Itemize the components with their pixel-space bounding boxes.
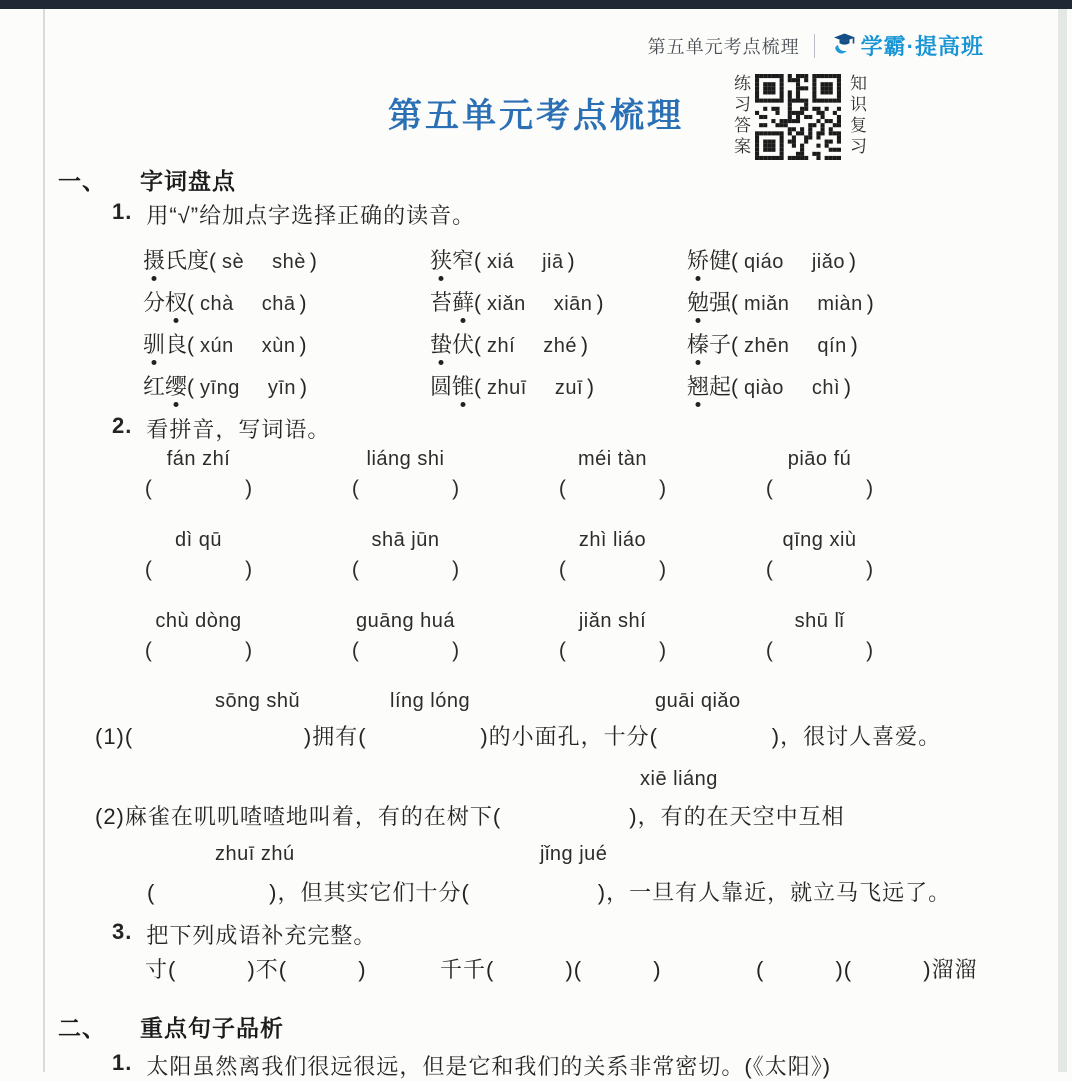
dotted-character: 杈 [165, 286, 187, 317]
question3-prompt [112, 919, 376, 950]
paren-close: ) [309, 249, 317, 273]
paren-close: ) [866, 291, 874, 315]
dotted-word: 狭窄 [430, 248, 474, 273]
answer-blank: ( ) [558, 477, 667, 500]
dotted-word: 矫健 [687, 248, 731, 273]
question1-prompt [112, 199, 475, 230]
pinyin-option-2: chā [261, 292, 296, 315]
paren-open: ( [731, 249, 739, 273]
dotted-word: 红缨 [143, 374, 187, 399]
dotted-word: 翘起 [687, 374, 731, 399]
dotted-word: 勉强 [687, 290, 731, 315]
graduation-cap-icon [829, 28, 859, 63]
pinyin-write-row [95, 448, 975, 501]
pinyin-option-2: zhé [543, 334, 577, 357]
pinyin-label: zhuī zhú [215, 843, 295, 865]
dotted-word: 圆锥 [430, 374, 474, 399]
pinyin-write-cell [716, 448, 923, 501]
pinyin-label: líng lóng [390, 690, 471, 712]
pinyin-choice-item [430, 328, 687, 359]
pinyin-choice-item [687, 286, 987, 317]
question1-number: 1. [112, 199, 133, 224]
answer-blank: ( ) [351, 639, 460, 662]
pinyin-option-2: zuī [554, 376, 584, 399]
qr-left-label: 练习答案 [731, 74, 750, 158]
pinyin-write-cell [302, 448, 509, 501]
pinyin-choice-item [687, 244, 987, 275]
paren-close: ) [299, 333, 307, 357]
paren-open: ( [474, 249, 482, 273]
paren-open: ( [187, 291, 195, 315]
section2-question1-number: 1. [112, 1050, 133, 1075]
dotted-character: 翘 [687, 370, 709, 401]
paren-open: ( [474, 291, 482, 315]
pinyin-option-1: zhuī [487, 376, 527, 399]
dotted-character: 矫 [687, 244, 709, 275]
dotted-character: 藓 [452, 286, 474, 317]
pinyin-choice-item [143, 370, 430, 401]
section2-question1 [112, 1050, 831, 1081]
pinyin-option-1: xiǎn [487, 292, 526, 315]
pinyin-write-cell [509, 448, 716, 501]
answer-blank: ( ) [765, 477, 874, 500]
answer-blank: ( ) [351, 558, 460, 581]
pronunciation-choice-grid [143, 238, 987, 406]
paren-close: ) [580, 333, 588, 357]
dotted-character: 榛 [687, 328, 709, 359]
pinyin-write-row [95, 610, 975, 663]
pinyin-write-rows [95, 448, 975, 691]
dotted-word: 驯良 [143, 332, 187, 357]
dotted-character: 蛰 [430, 328, 452, 359]
pinyin-label: liáng shi [366, 448, 445, 470]
paren-open: ( [187, 333, 195, 357]
pinyin-choice-item [143, 244, 430, 275]
pinyin-write-cell [509, 529, 716, 582]
pinyin-choice-item [687, 370, 987, 401]
paren-open: ( [474, 375, 482, 399]
paren-open: ( [731, 291, 739, 315]
paren-open: ( [209, 249, 217, 273]
pinyin-option-2: jiā [542, 250, 564, 273]
question3-number: 3. [112, 919, 133, 944]
paren-close: ) [567, 249, 575, 273]
pinyin-write-cell [302, 610, 509, 663]
dotted-character: 摄 [143, 244, 165, 275]
pinyin-choice-item [143, 286, 430, 317]
pinyin-write-cell [716, 610, 923, 663]
paren-close: ) [848, 249, 856, 273]
pinyin-option-2: xùn [261, 334, 296, 357]
unit-breadcrumb: 第五单元考点梳理 [647, 36, 800, 57]
pinyin-label: jǐng jué [540, 843, 608, 865]
header-divider [814, 34, 815, 58]
paper-left-edge [43, 9, 45, 1072]
pinyin-option-1: qiáo [744, 250, 784, 273]
section2-question1-text: 太阳虽然离我们很远很远，但是它和我们的关系非常密切。(《太阳》) [146, 1054, 832, 1079]
dotted-character: 缨 [165, 370, 187, 401]
pinyin-label: guāi qiǎo [655, 690, 741, 712]
pinyin-write-cell [509, 610, 716, 663]
page-top-dark-bar [0, 0, 1072, 9]
pinyin-write-cell [95, 448, 302, 501]
pinyin-choice-item [430, 286, 687, 317]
pinyin-label: shū lǐ [794, 610, 845, 632]
pinyin-label: guāng huá [355, 610, 456, 632]
idiom-item: 千千( )( ) [440, 957, 662, 982]
page-title: 第五单元考点梳理 [388, 98, 684, 135]
answer-blank: ( ) [144, 558, 253, 581]
fill1-sentence: (1)( )拥有( )的小面孔，十分( )，很讨人喜爱。 [95, 724, 942, 749]
paren-close: ) [299, 291, 307, 315]
pinyin-label: piāo fú [787, 448, 852, 470]
pinyin-label: xiē liáng [640, 768, 718, 790]
dotted-word: 苔藓 [430, 290, 474, 315]
answer-blank: ( ) [351, 477, 460, 500]
pinyin-label: chù dòng [155, 610, 242, 632]
paren-open: ( [474, 333, 482, 357]
paren-open: ( [731, 375, 739, 399]
pinyin-write-cell [302, 529, 509, 582]
pinyin-label: méi tàn [577, 448, 648, 470]
paren-close: ) [587, 375, 595, 399]
pinyin-option-1: miǎn [744, 292, 790, 315]
dotted-word: 蛰伏 [430, 332, 474, 357]
idiom-item: ( )( )溜溜 [756, 957, 978, 982]
fill2-sentence: (2)麻雀在叽叽喳喳地叫着，有的在树下( )，有的在天空中互相 [95, 804, 845, 829]
section1-title: 字词盘点 [140, 168, 236, 194]
question2-number: 2. [112, 413, 133, 438]
question2-prompt [112, 413, 330, 444]
fill2-pinyin-line [0, 768, 1072, 794]
paren-close: ) [844, 375, 852, 399]
question1-text: 用“√”给加点字选择正确的读音。 [146, 203, 476, 228]
pinyin-label: jiǎn shí [578, 610, 647, 632]
dotted-character: 驯 [143, 328, 165, 359]
pinyin-label: shā jūn [371, 529, 440, 551]
fill1-pinyin-line [0, 690, 1072, 716]
idiom-item: 寸( )不( ) [145, 957, 367, 982]
pinyin-option-2: jiǎo [811, 250, 845, 273]
pinyin-write-cell [716, 529, 923, 582]
pinyin-option-2: chì [811, 376, 841, 399]
answer-blank: ( ) [765, 639, 874, 662]
section2-title: 重点句子品析 [140, 1015, 284, 1041]
pinyin-option-2: miàn [817, 292, 863, 315]
pinyin-option-1: yīng [200, 376, 240, 399]
pinyin-choice-item [430, 370, 687, 401]
pinyin-option-2: xiān [553, 292, 593, 315]
pinyin-write-cell [95, 529, 302, 582]
paren-close: ) [300, 375, 308, 399]
pinyin-choice-item [430, 244, 687, 275]
pinyin-option-1: chà [200, 292, 234, 315]
pinyin-option-1: xiá [487, 250, 515, 273]
section1-number: 一、 [58, 168, 106, 194]
pinyin-write-row [95, 529, 975, 582]
pinyin-option-1: zhēn [744, 334, 790, 357]
answer-blank: ( ) [558, 639, 667, 662]
pinyin-label: dì qū [175, 529, 222, 551]
pinyin-write-cell [95, 610, 302, 663]
answer-blank: ( ) [765, 558, 874, 581]
pinyin-label: zhì liáo [578, 529, 647, 551]
pinyin-option-2: shè [272, 250, 306, 273]
idiom-completion-line [0, 953, 1072, 983]
dotted-character: 勉 [687, 286, 709, 317]
paren-close: ) [596, 291, 604, 315]
fill3-pinyin-line [0, 843, 1072, 869]
pinyin-label: sōng shǔ [215, 690, 301, 712]
page-header [648, 28, 984, 63]
question2-text: 看拼音，写词语。 [146, 417, 331, 442]
pinyin-label: fán zhí [166, 448, 231, 470]
pinyin-option-1: xún [200, 334, 234, 357]
pinyin-option-2: qín [817, 334, 847, 357]
paper-right-edge [1058, 9, 1067, 1072]
pinyin-choice-item [687, 328, 987, 359]
answer-blank: ( ) [144, 477, 253, 500]
pinyin-label: qīng xiù [782, 529, 857, 551]
dotted-word: 榛子 [687, 332, 731, 357]
section1-heading [58, 163, 236, 196]
answer-blank: ( ) [144, 639, 253, 662]
brand-name: 学霸·提高班 [860, 34, 984, 59]
dotted-word: 摄氏度 [143, 248, 209, 273]
pinyin-choice-item [143, 328, 430, 359]
fill3-sentence: ( )，但其实它们十分( )，一旦有人靠近，就立马飞远了。 [147, 880, 952, 905]
dotted-character: 锥 [452, 370, 474, 401]
dotted-character: 狭 [430, 244, 452, 275]
paren-open: ( [731, 333, 739, 357]
pinyin-option-2: yīn [267, 376, 297, 399]
pinyin-option-1: sè [222, 250, 245, 273]
pinyin-option-1: zhí [487, 334, 516, 357]
paren-close: ) [850, 333, 858, 357]
dotted-word: 分杈 [143, 290, 187, 315]
section2-number: 二、 [58, 1015, 106, 1041]
pinyin-option-1: qiào [744, 376, 784, 399]
qr-right-label: 知识复习 [847, 74, 866, 158]
section2-heading [58, 1010, 284, 1043]
brand-logo [829, 28, 984, 63]
question3-text: 把下列成语补充完整。 [146, 923, 377, 948]
answer-blank: ( ) [558, 558, 667, 581]
paren-open: ( [187, 375, 195, 399]
